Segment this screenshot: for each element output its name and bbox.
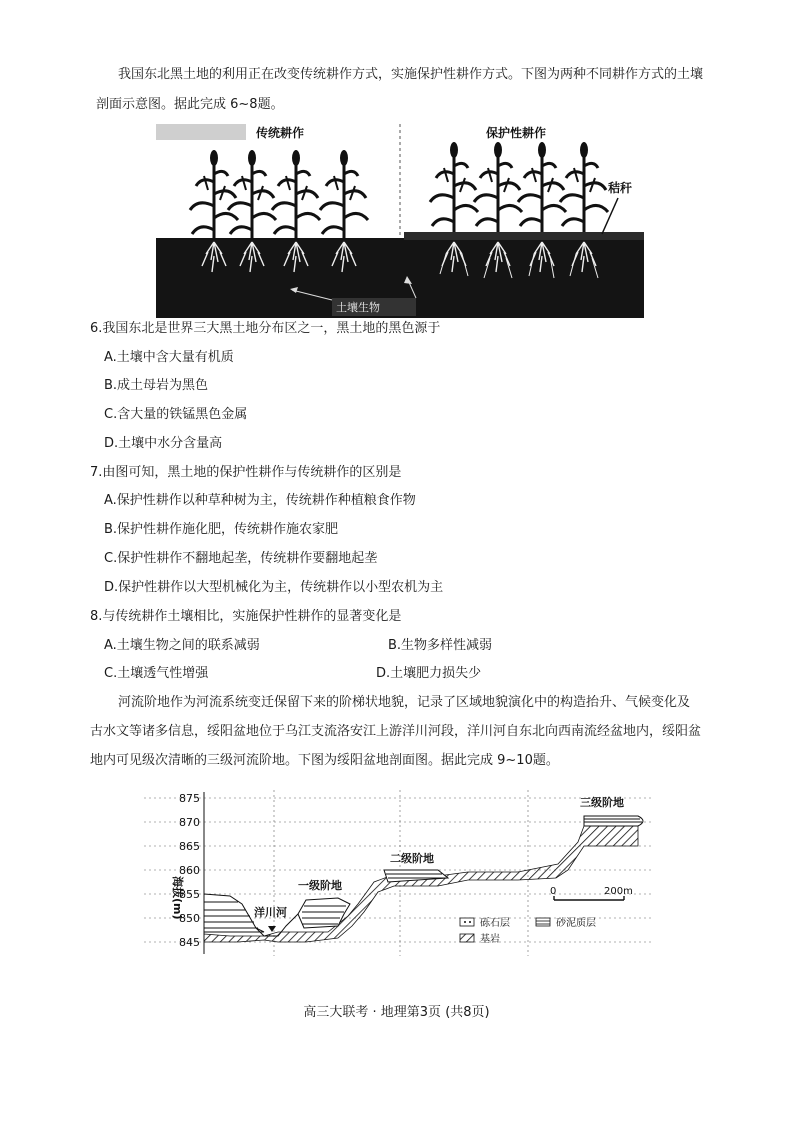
river-label: 洋川河 xyxy=(254,906,287,919)
y-axis-label: 海拔(m) xyxy=(171,876,184,920)
terrace-1-label: 一级阶地 xyxy=(298,879,342,892)
bedrock-legend-swatch xyxy=(460,934,474,942)
q6-option-a: A.土壤中含大量有机质 xyxy=(104,350,234,365)
q7-option-d: D.保护性耕作以大型机械化为主，传统耕作以小型农机为主 xyxy=(104,580,444,595)
intro-1-line-1: 我国东北黑土地的利用正在改变传统耕作方式，实施保护性耕作方式。下图为两种不同耕作方式的土壤 xyxy=(118,67,704,82)
intro-1-line-2: 剖面示意图。据此完成 6~8题。 xyxy=(96,97,284,112)
q6-option-d: D.土壤中水分含量高 xyxy=(104,436,223,451)
scale-length: 200m xyxy=(604,886,633,897)
q6-stem: 6.我国东北是世界三大黑土地分布区之一，黑土地的黑色源于 xyxy=(90,321,441,336)
y-tick-875: 875 xyxy=(179,792,200,805)
intro-2-line-1: 河流阶地作为河流系统变迁保留下来的阶梯状地貌，记录了区域地貌演化中的构造抬升、气候变化及 xyxy=(118,695,691,710)
traditional-label: 传统耕作 xyxy=(256,126,305,140)
intro-2-line-3: 地内可见级次清晰的三级河流阶地。下图为绥阳盆地剖面图。据此完成 9~10题。 xyxy=(90,753,559,768)
q7-option-a: A.保护性耕作以种草种树为主，传统耕作种植粮食作物 xyxy=(104,493,416,508)
basin-profile-figure xyxy=(138,786,658,960)
straw-label: 秸秆 xyxy=(608,181,633,195)
q8-option-d: D.土壤肥力损失少 xyxy=(376,666,482,681)
intro-2-line-2: 古水文等诸多信息，绥阳盆地位于乌江支流洛安江上游洋川河段，洋川河自东北向西南流经盆地内，绥阳盆 xyxy=(90,724,702,739)
protective-label: 保护性耕作 xyxy=(486,126,547,140)
q8-option-c: C.土壤透气性增强 xyxy=(104,666,209,681)
y-tick-850: 850 xyxy=(179,912,200,925)
q7-option-c: C.保护性耕作不翻地起垄，传统耕作要翻地起垄 xyxy=(104,551,378,566)
sand-mud-legend-label: 砂泥质层 xyxy=(556,918,596,929)
q8-stem: 8.与传统耕作土壤相比，实施保护性耕作的显著变化是 xyxy=(90,609,402,624)
terrace-3-label: 三级阶地 xyxy=(580,796,624,809)
soil-organism-label: 土壤生物 xyxy=(336,301,380,314)
gravel-legend-label: 砾石层 xyxy=(480,918,510,929)
gravel-legend-swatch xyxy=(460,918,474,926)
q8-option-b: B.生物多样性减弱 xyxy=(388,638,493,653)
terrace-2-label: 二级阶地 xyxy=(390,852,434,865)
y-tick-870: 870 xyxy=(179,816,200,829)
sand-mud-legend-swatch xyxy=(536,918,550,926)
q7-stem: 7.由图可知，黑土地的保护性耕作与传统耕作的区别是 xyxy=(90,465,402,480)
q6-option-b: B.成土母岩为黑色 xyxy=(104,378,209,393)
q8-option-a: A.土壤生物之间的联系减弱 xyxy=(104,638,260,653)
q6-option-c: C.含大量的铁锰黑色金属 xyxy=(104,407,248,422)
page-footer: 高三大联考 · 地理第3页 (共8页) xyxy=(303,1005,490,1020)
tillage-profile-figure xyxy=(156,118,644,318)
y-tick-865: 865 xyxy=(179,840,200,853)
bedrock-legend-label: 基岩 xyxy=(480,934,500,945)
y-tick-845: 845 xyxy=(179,936,200,949)
scale-zero: 0 xyxy=(550,886,557,897)
water-level-icon xyxy=(268,926,276,932)
y-tick-855: 855 xyxy=(179,888,200,901)
q7-option-b: B.保护性耕作施化肥，传统耕作施农家肥 xyxy=(104,522,339,537)
y-tick-860: 860 xyxy=(179,864,200,877)
